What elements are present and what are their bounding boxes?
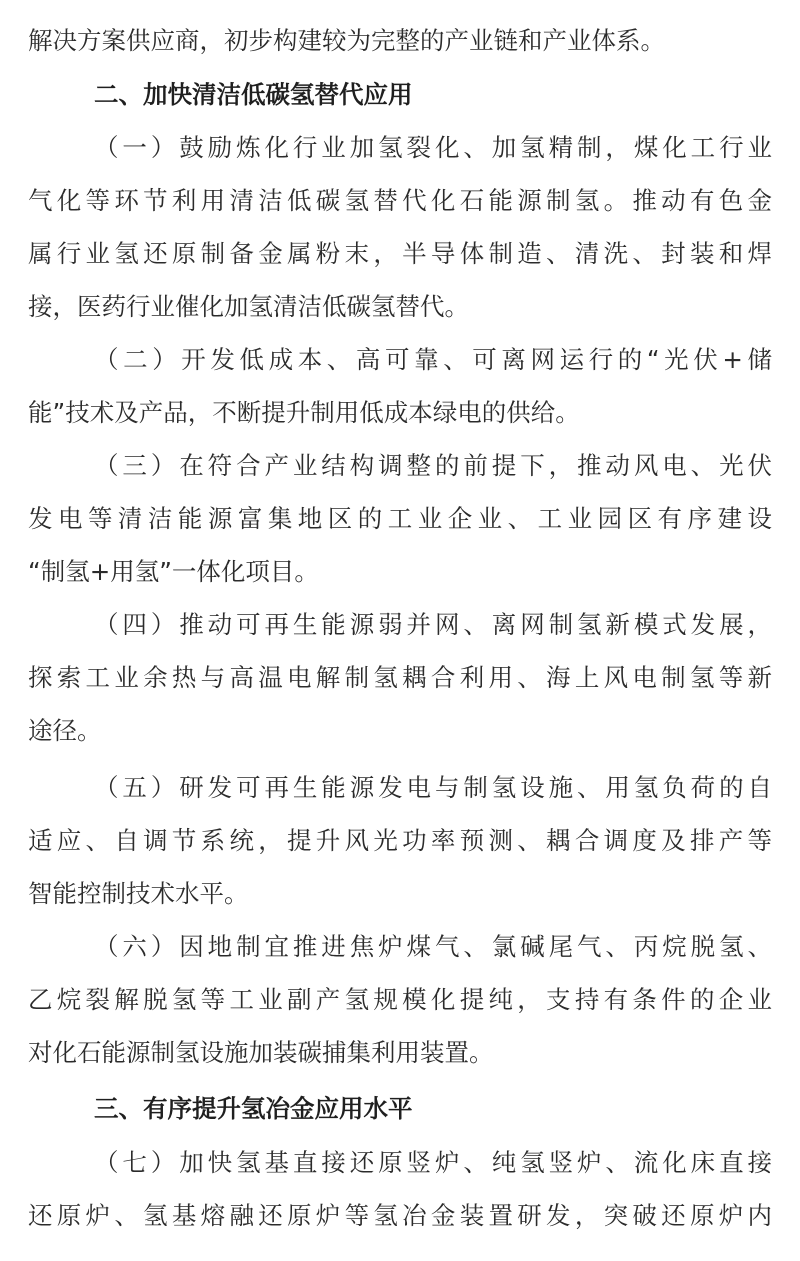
paragraph-first-line: （六）因地制宜推进焦炉煤气、氯碱尾气、丙烷脱氢、 — [94, 932, 772, 961]
body-text-line: 探索工业余热与高温电解制氢耦合利用、海上风电制氢等新 — [28, 663, 772, 692]
body-text-line: “制氢+用氢”一体化项目。 — [28, 557, 319, 586]
body-text-line: 解决方案供应商，初步构建较为完整的产业链和产业体系。 — [28, 26, 665, 55]
paragraph-first-line: （四）推动可再生能源弱并网、离网制氢新模式发展， — [94, 610, 772, 639]
body-text-line: 智能控制技术水平。 — [28, 879, 249, 908]
paragraph-first-line: （三）在符合产业结构调整的前提下，推动风电、光伏 — [94, 451, 772, 480]
body-text-line: 途径。 — [28, 716, 102, 745]
body-text-line: 气化等环节利用清洁低碳氢替代化石能源制氢。推动有色金 — [28, 186, 772, 215]
body-text-line: 对化石能源制氢设施加装碳捕集利用装置。 — [28, 1038, 494, 1067]
body-text-line: 能”技术及产品，不断提升制用低成本绿电的供给。 — [28, 398, 580, 427]
body-text-line: 接，医药行业催化加氢清洁低碳氢替代。 — [28, 292, 469, 321]
section-heading: 三、有序提升氢冶金应用水平 — [94, 1094, 413, 1123]
paragraph-first-line: （二）开发低成本、高可靠、可离网运行的“光伏+储 — [94, 345, 772, 374]
paragraph-first-line: （一）鼓励炼化行业加氢裂化、加氢精制，煤化工行业 — [94, 133, 772, 162]
section-heading: 二、加快清洁低碳氢替代应用 — [94, 80, 413, 109]
paragraph-first-line: （五）研发可再生能源发电与制氢设施、用氢负荷的自 — [94, 773, 772, 802]
body-text-line: 乙烷裂解脱氢等工业副产氢规模化提纯，支持有条件的企业 — [28, 985, 772, 1014]
paragraph-first-line: （七）加快氢基直接还原竖炉、纯氢竖炉、流化床直接 — [94, 1148, 772, 1177]
body-text-line: 还原炉、氢基熔融还原炉等氢冶金装置研发，突破还原炉内 — [28, 1201, 772, 1230]
body-text-line: 适应、自调节系统，提升风光功率预测、耦合调度及排产等 — [28, 826, 772, 855]
body-text-line: 发电等清洁能源富集地区的工业企业、工业园区有序建设 — [28, 504, 772, 533]
body-text-line: 属行业氢还原制备金属粉末，半导体制造、清洗、封装和焊 — [28, 239, 772, 268]
